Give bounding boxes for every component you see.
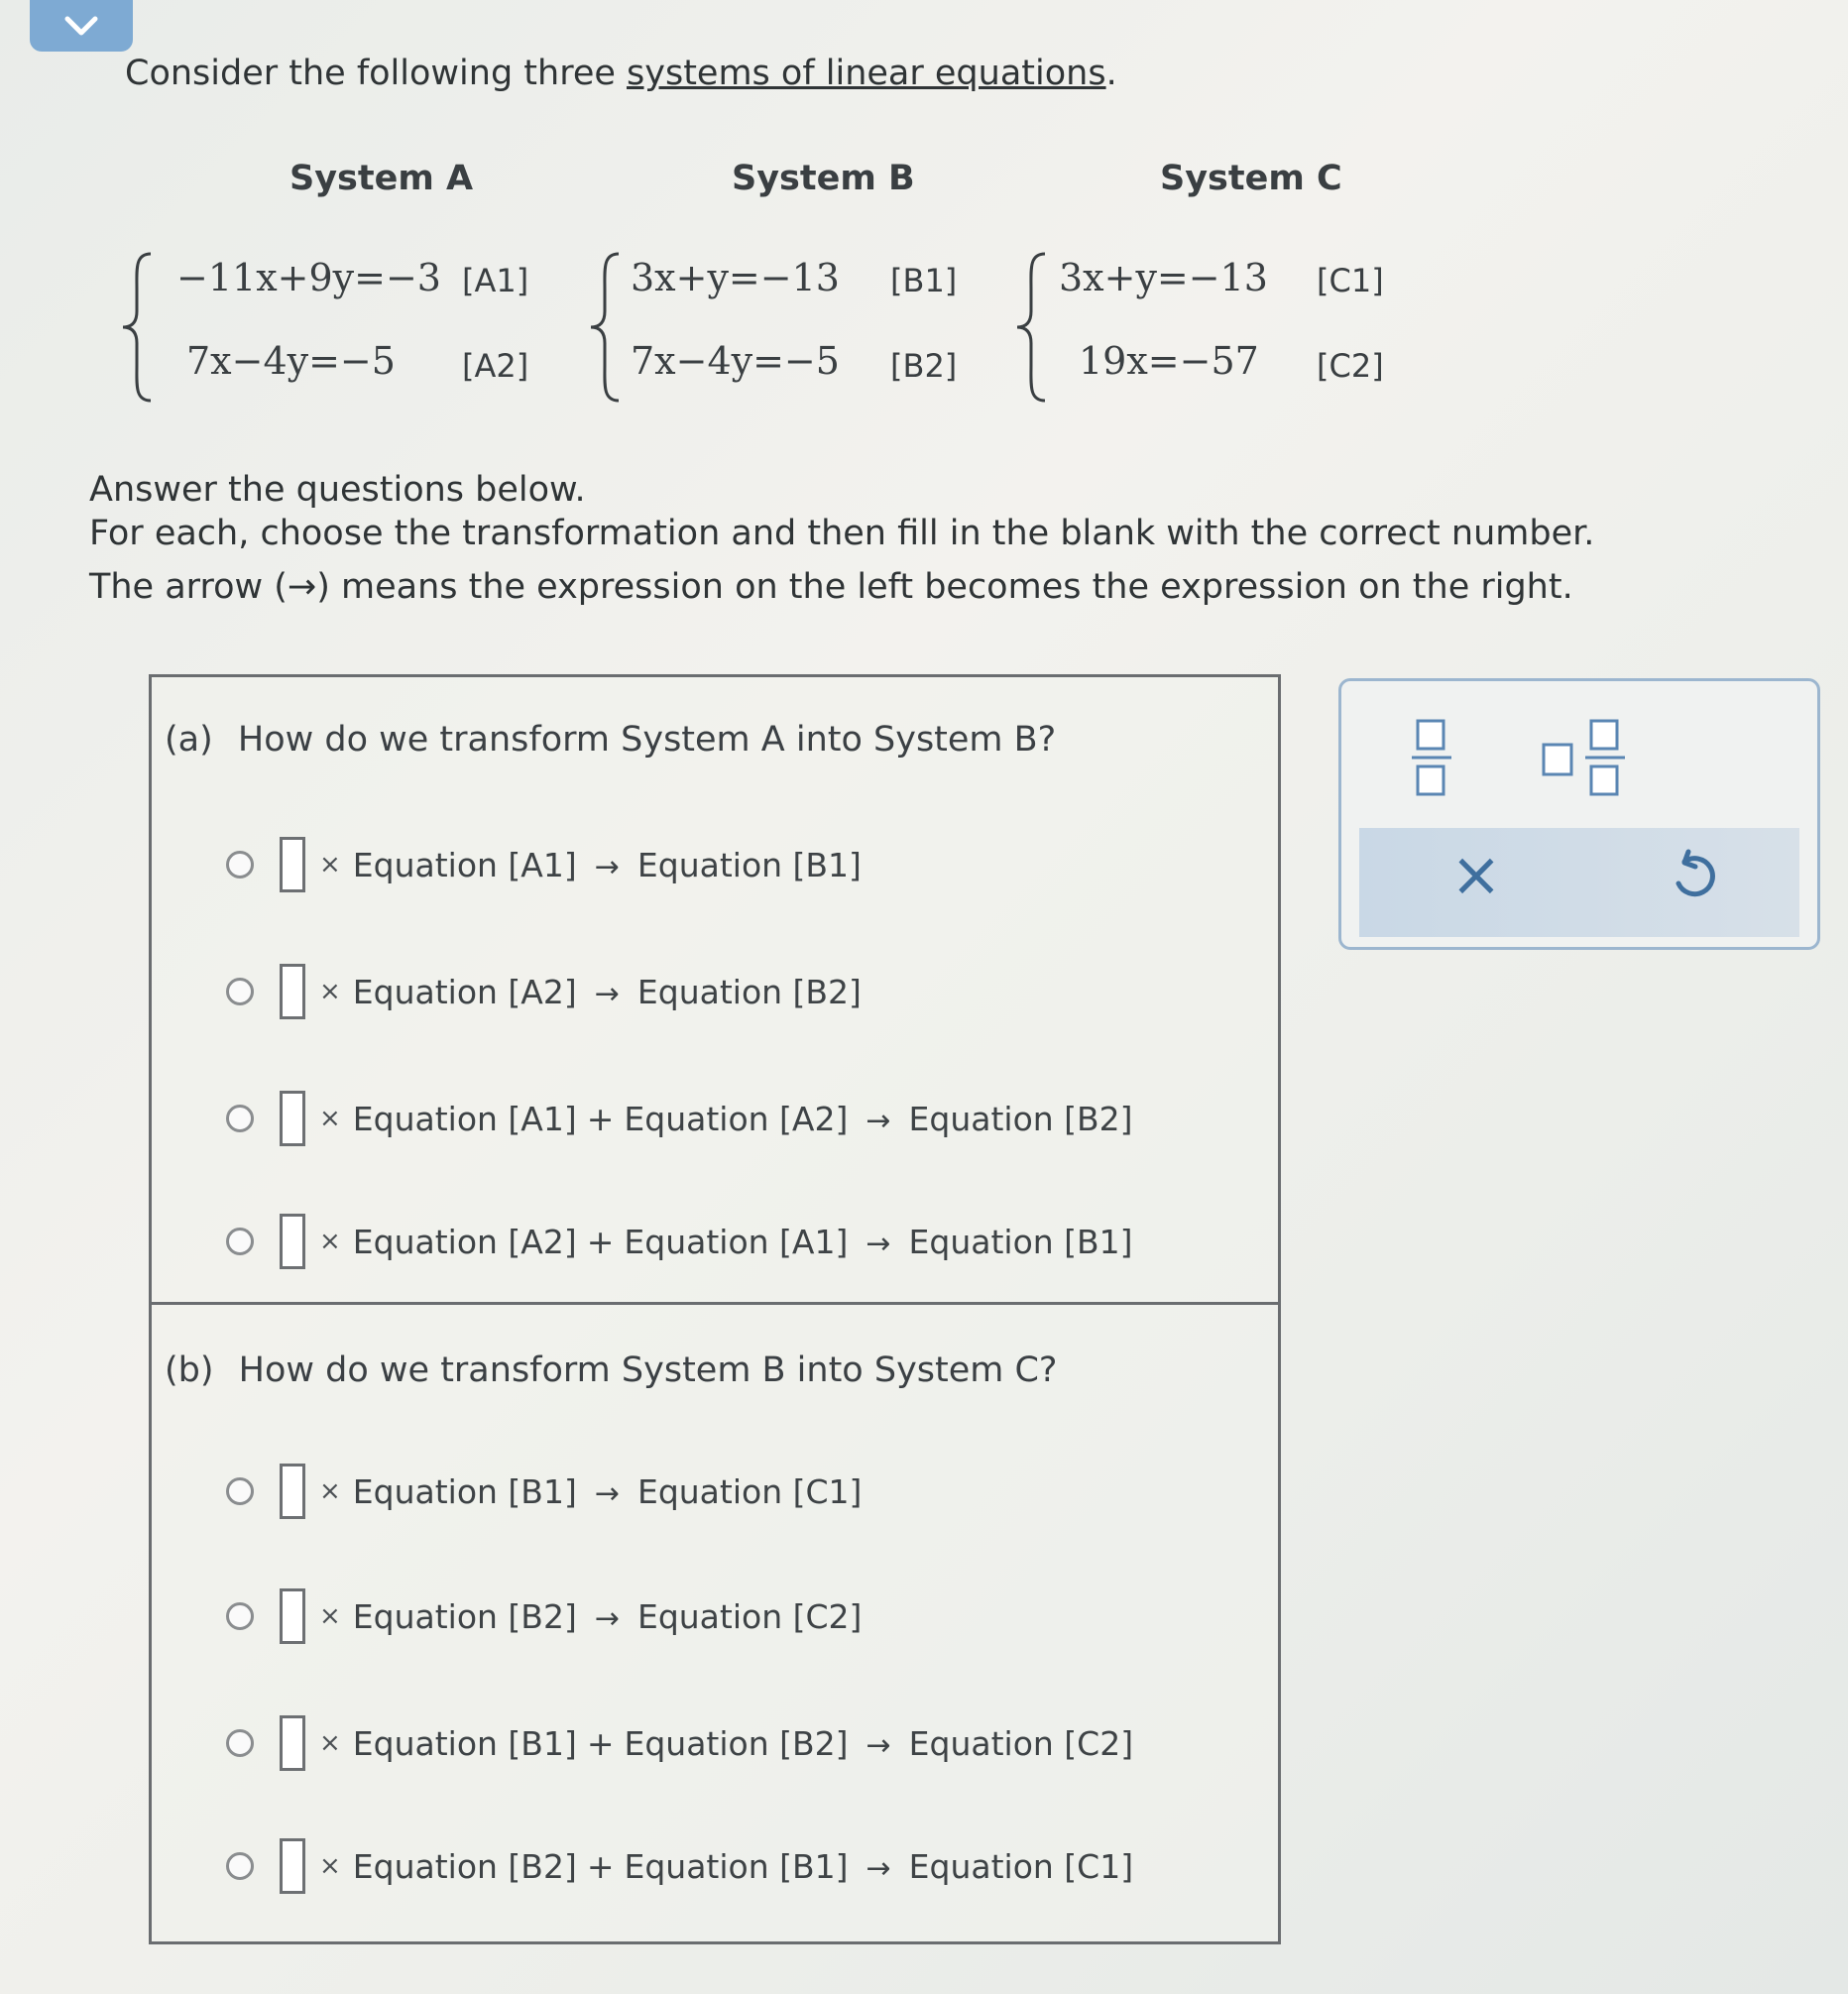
option-source: Equation [B1]	[352, 1723, 577, 1763]
chevron-down-icon	[61, 13, 101, 39]
eq-c1: 3x+y=−13	[1059, 256, 1268, 299]
arrow-icon: →	[866, 1103, 891, 1138]
tag-b1: [B1]	[890, 262, 958, 299]
blank-input[interactable]	[280, 837, 305, 892]
option-text	[353, 1724, 1133, 1763]
system-a	[119, 248, 545, 407]
system-a-title: System A	[289, 159, 474, 198]
times-symbol: ×	[319, 1227, 341, 1256]
system-c-title: System C	[1160, 159, 1342, 198]
eq-a2: 7x−4y=−5	[186, 339, 396, 383]
option-destination: Equation [B2]	[908, 1099, 1133, 1138]
option-text	[353, 1847, 1133, 1886]
option-source: Equation [B2]	[352, 1596, 577, 1636]
toolbox-action-strip	[1359, 828, 1799, 937]
tag-b2: [B2]	[890, 347, 958, 385]
option-source: Equation [A1]	[352, 1099, 577, 1138]
option-b3[interactable]	[226, 1713, 1133, 1773]
mixed-number-icon[interactable]	[1540, 717, 1631, 798]
intro-suffix: .	[1105, 54, 1117, 93]
option-source: Equation [B2]	[352, 1846, 577, 1886]
tag-a2: [A2]	[462, 347, 529, 385]
option-source: Equation [B1]	[352, 1471, 577, 1511]
brace-a	[119, 250, 159, 405]
blank-input[interactable]	[280, 964, 305, 1019]
clear-icon[interactable]: ×	[1450, 838, 1502, 910]
option-source: Equation [A1]	[352, 845, 577, 884]
arrow-icon: →	[866, 1727, 891, 1763]
option-text	[353, 1223, 1133, 1261]
blank-input[interactable]	[280, 1838, 305, 1894]
times-symbol: ×	[319, 1104, 341, 1133]
option-text	[353, 1100, 1133, 1138]
question-a-label: (a)	[165, 720, 213, 760]
option-destination: Equation [B2]	[636, 972, 862, 1011]
eq-b1: 3x+y=−13	[631, 256, 840, 299]
undo-icon[interactable]	[1667, 848, 1722, 903]
arrow-icon: →	[594, 849, 620, 884]
panel-divider	[149, 1302, 1278, 1305]
systems-link[interactable]: systems of linear equations	[627, 54, 1106, 93]
plus-symbol: +	[586, 1099, 615, 1138]
times-symbol: ×	[319, 1476, 341, 1506]
arrow-icon: →	[866, 1850, 891, 1886]
blank-input[interactable]	[280, 1091, 305, 1146]
option-a2[interactable]	[226, 962, 862, 1021]
option-source-2: Equation [A1]	[624, 1222, 849, 1261]
option-source-2: Equation [B1]	[624, 1846, 849, 1886]
option-source: Equation [A2]	[352, 1222, 577, 1261]
radio-button[interactable]	[226, 1477, 254, 1505]
option-text	[353, 1597, 863, 1636]
option-destination: Equation [C1]	[908, 1846, 1134, 1886]
eq-b2: 7x−4y=−5	[631, 339, 840, 383]
system-b-title: System B	[732, 159, 915, 198]
option-destination: Equation [B1]	[908, 1222, 1133, 1261]
times-symbol: ×	[319, 977, 341, 1006]
option-text	[353, 973, 862, 1011]
instruction-line-1: Answer the questions below.	[89, 470, 586, 510]
plus-symbol: +	[586, 1222, 615, 1261]
option-destination: Equation [C1]	[636, 1471, 863, 1511]
tag-c2: [C2]	[1317, 347, 1384, 385]
brace-b	[587, 250, 627, 405]
plus-symbol: +	[586, 1723, 615, 1763]
radio-button[interactable]	[226, 978, 254, 1005]
question-a-heading	[165, 720, 1056, 760]
arrow-icon: →	[594, 1475, 620, 1511]
option-b1[interactable]	[226, 1462, 862, 1521]
question-b-label: (b)	[165, 1350, 214, 1390]
eq-a1: −11x+9y=−3	[176, 256, 441, 299]
option-text	[353, 846, 862, 884]
eq-c2: 19x=−57	[1079, 339, 1259, 383]
option-destination: Equation [C2]	[908, 1723, 1134, 1763]
option-source-2: Equation [B2]	[624, 1723, 849, 1763]
blank-input[interactable]	[280, 1588, 305, 1644]
radio-button[interactable]	[226, 1228, 254, 1255]
tag-a1: [A1]	[462, 262, 529, 299]
blank-input[interactable]	[280, 1214, 305, 1269]
times-symbol: ×	[319, 850, 341, 880]
option-a3[interactable]	[226, 1089, 1133, 1148]
blank-input[interactable]	[280, 1715, 305, 1771]
option-text	[353, 1472, 863, 1511]
option-destination: Equation [B1]	[636, 845, 862, 884]
radio-button[interactable]	[226, 1729, 254, 1757]
blank-input[interactable]	[280, 1464, 305, 1519]
option-source-2: Equation [A2]	[624, 1099, 849, 1138]
option-source: Equation [A2]	[352, 972, 577, 1011]
intro-prefix: Consider the following three	[125, 54, 628, 93]
question-b-prompt: How do we transform System B into System C?	[238, 1350, 1058, 1390]
radio-button[interactable]	[226, 851, 254, 879]
arrow-icon: →	[866, 1226, 891, 1261]
instruction-line-3: The arrow (→) means the expression on the left becomes the expression on the right.	[89, 567, 1573, 607]
tag-c1: [C1]	[1317, 262, 1384, 299]
brace-c	[1013, 250, 1053, 405]
intro-text	[125, 54, 1117, 93]
option-a1[interactable]	[226, 835, 862, 894]
option-destination: Equation [C2]	[636, 1596, 863, 1636]
times-symbol: ×	[319, 1601, 341, 1631]
times-symbol: ×	[319, 1851, 341, 1881]
option-b4[interactable]	[226, 1836, 1133, 1896]
radio-button[interactable]	[226, 1105, 254, 1132]
fraction-icon[interactable]	[1409, 717, 1454, 798]
system-c	[1013, 248, 1410, 407]
question-a-prompt: How do we transform System A into System B?	[237, 720, 1057, 760]
option-a4[interactable]	[226, 1212, 1133, 1271]
question-b-heading	[165, 1350, 1058, 1390]
math-toolbox	[1338, 678, 1820, 950]
instruction-line-2: For each, choose the transformation and then fill in the blank with the correct number.	[89, 514, 1595, 553]
radio-button[interactable]	[226, 1852, 254, 1880]
option-b2[interactable]	[226, 1586, 862, 1646]
radio-button[interactable]	[226, 1602, 254, 1630]
arrow-icon: →	[594, 1600, 620, 1636]
system-b	[587, 248, 983, 407]
times-symbol: ×	[319, 1728, 341, 1758]
arrow-icon: →	[594, 976, 620, 1011]
collapse-tab[interactable]	[30, 0, 133, 52]
plus-symbol: +	[586, 1846, 615, 1886]
